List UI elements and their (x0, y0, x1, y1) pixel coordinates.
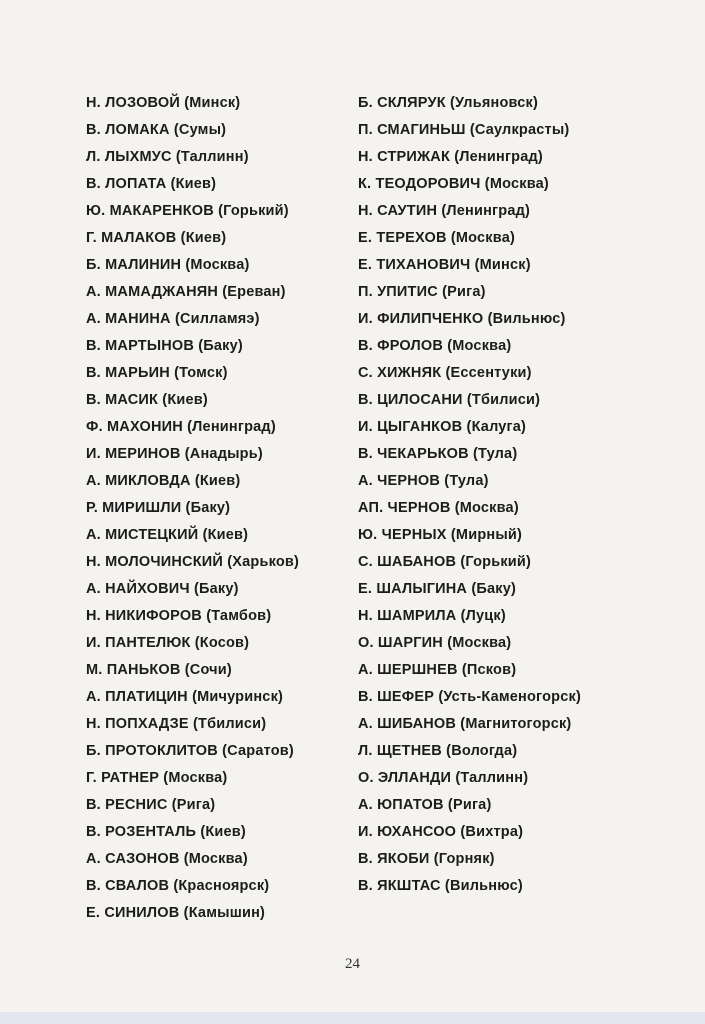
name-entry: В. ШЕФЕР (Усть-Каменогорск) (358, 689, 581, 705)
name-entry: С. ХИЖНЯК (Ессентуки) (358, 365, 532, 381)
name-entry: Г. МАЛАКОВ (Киев) (86, 230, 227, 246)
name-entry: Б. ПРОТОКЛИТОВ (Саратов) (86, 743, 294, 759)
name-entry: С. ШАБАНОВ (Горький) (358, 554, 532, 570)
name-entry: Е. ТИХАНОВИЧ (Минск) (358, 257, 531, 273)
name-entry: А. МАМАДЖАНЯН (Ереван) (86, 284, 286, 300)
right-name-column (358, 90, 581, 900)
name-entry: В. ЛОМАКА (Сумы) (86, 122, 227, 138)
name-entry: И. ЮХАНСОО (Вихтра) (358, 824, 524, 840)
name-entry: М. ПАНЬКОВ (Сочи) (86, 662, 232, 678)
name-entry: Е. ТЕРЕХОВ (Москва) (358, 230, 515, 246)
name-entry: В. СВАЛОВ (Красноярск) (86, 878, 270, 894)
name-entry: Н. ШАМРИЛА (Луцк) (358, 608, 506, 624)
name-entry: И. МЕРИНОВ (Анадырь) (86, 446, 263, 462)
name-entry: О. ШАРГИН (Москва) (358, 635, 512, 651)
name-entry: А. МИСТЕЦКИЙ (Киев) (86, 527, 249, 543)
name-entry: Е. СИНИЛОВ (Камышин) (86, 905, 266, 921)
name-entry: А. МИКЛОВДА (Киев) (86, 473, 241, 489)
name-entry: А. ПЛАТИЦИН (Мичуринск) (86, 689, 284, 705)
name-entry: Н. МОЛОЧИНСКИЙ (Харьков) (86, 554, 300, 570)
name-entry: В. ЦИЛОСАНИ (Тбилиси) (358, 392, 541, 408)
name-entry: В. ЯКОБИ (Горняк) (358, 851, 495, 867)
name-entry: А. ЮПАТОВ (Рига) (358, 797, 492, 813)
left-name-column (86, 90, 299, 927)
name-entry: В. ЛОПАТА (Киев) (86, 176, 217, 192)
name-entry: В. МАРЬИН (Томск) (86, 365, 228, 381)
name-entry: А. ШИБАНОВ (Магнитогорск) (358, 716, 572, 732)
name-entry: А. НАЙХОВИЧ (Баку) (86, 581, 239, 597)
name-entry: Н. СТРИЖАК (Ленинград) (358, 149, 543, 165)
name-entry: Ф. МАХОНИН (Ленинград) (86, 419, 276, 435)
name-entry: В. МАРТЫНОВ (Баку) (86, 338, 243, 354)
name-entry: В. ФРОЛОВ (Москва) (358, 338, 512, 354)
name-entry: А. ЧЕРНОВ (Тула) (358, 473, 489, 489)
page-number: 24 (345, 956, 360, 972)
name-entry: В. ЧЕКАРЬКОВ (Тула) (358, 446, 518, 462)
name-entry: АП. ЧЕРНОВ (Москва) (358, 500, 519, 516)
name-entry: Ю. МАКАРЕНКОВ (Горький) (86, 203, 289, 219)
name-entry: Г. РАТНЕР (Москва) (86, 770, 228, 786)
name-entry: П. УПИТИС (Рига) (358, 284, 486, 300)
name-entry: Н. ЛОЗОВОЙ (Минск) (86, 95, 241, 111)
name-entry: В. РЕСНИС (Рига) (86, 797, 216, 813)
name-entry: И. ЦЫГАНКОВ (Калуга) (358, 419, 527, 435)
name-entry: Ю. ЧЕРНЫХ (Мирный) (358, 527, 523, 543)
name-entry: О. ЭЛЛАНДИ (Таллинн) (358, 770, 529, 786)
name-entry: Б. МАЛИНИН (Москва) (86, 257, 250, 273)
name-entry: А. ШЕРШНЕВ (Псков) (358, 662, 517, 678)
name-entry: Л. ЩЕТНЕВ (Вологда) (358, 743, 518, 759)
name-entry: Р. МИРИШЛИ (Баку) (86, 500, 231, 516)
name-entry: К. ТЕОДОРОВИЧ (Москва) (358, 176, 549, 192)
scan-edge (0, 1012, 705, 1024)
name-entry: Б. СКЛЯРУК (Ульяновск) (358, 95, 539, 111)
name-entry: Н. САУТИН (Ленинград) (358, 203, 531, 219)
name-entry: Л. ЛЫХМУС (Таллинн) (86, 149, 249, 165)
name-entry: И. ФИЛИПЧЕНКО (Вильнюс) (358, 311, 566, 327)
name-entry: В. ЯКШТАС (Вильнюс) (358, 878, 523, 894)
name-entry: Е. ШАЛЫГИНА (Баку) (358, 581, 516, 597)
name-entry: А. МАНИНА (Силламяэ) (86, 311, 260, 327)
name-entry: Н. ПОПХАДЗЕ (Тбилиси) (86, 716, 267, 732)
name-entry: В. МАСИК (Киев) (86, 392, 208, 408)
name-entry: А. САЗОНОВ (Москва) (86, 851, 248, 867)
name-entry: В. РОЗЕНТАЛЬ (Киев) (86, 824, 246, 840)
name-entry: Н. НИКИФОРОВ (Тамбов) (86, 608, 272, 624)
name-entry: И. ПАНТЕЛЮК (Косов) (86, 635, 250, 651)
name-entry: П. СМАГИНЬШ (Саулкрасты) (358, 122, 570, 138)
